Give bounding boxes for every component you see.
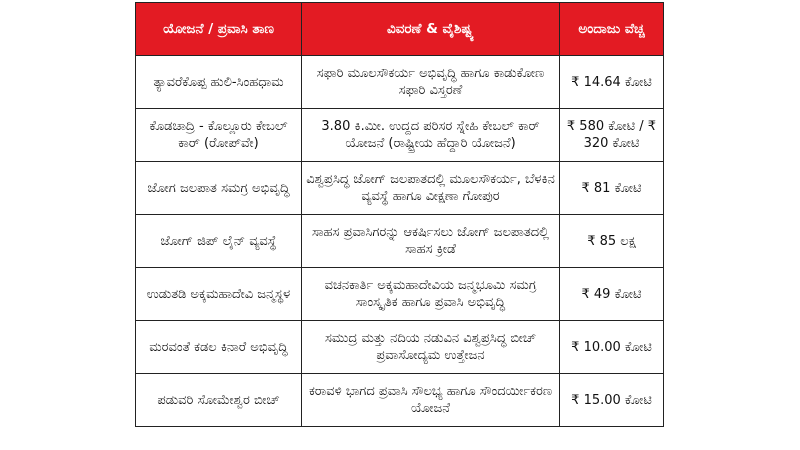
table-row [136, 321, 664, 374]
cell-cost: ₹ 580 ಕೋಟಿ / ₹ 320 ಕೋಟಿ [560, 109, 664, 162]
table-row [136, 215, 664, 268]
cell-project: ಜೋಗ್ ಜಿಪ್ ಲೈನ್ ವ್ಯವಸ್ಥೆ [136, 215, 302, 268]
cell-cost: ₹ 15.00 ಕೋಟಿ [560, 374, 664, 427]
cell-cost: ₹ 10.00 ಕೋಟಿ [560, 321, 664, 374]
cell-description: ವಚನಕಾರ್ತಿ ಅಕ್ಕಮಹಾದೇವಿಯ ಜನ್ಮಭೂಮಿ ಸಮಗ್ರ ಸಾಂಸ್ಕೃತಿಕ ಹಾಗೂ ಪ್ರವಾಸಿ ಅಭಿವೃದ್ಧಿ [302, 268, 560, 321]
table-row [136, 56, 664, 109]
cell-project: ಪಡುವರಿ ಸೋಮೇಶ್ವರ ಬೀಚ್ [136, 374, 302, 427]
table-row [136, 109, 664, 162]
cell-cost: ₹ 81 ಕೋಟಿ [560, 162, 664, 215]
cell-project: ಮರವಂತೆ ಕಡಲ ಕಿನಾರೆ ಅಭಿವೃದ್ಧಿ [136, 321, 302, 374]
cell-project: ಜೋಗ ಜಲಪಾತ ಸಮಗ್ರ ಅಭಿವೃದ್ಧಿ [136, 162, 302, 215]
cell-description: ಸಫಾರಿ ಮೂಲಸೌಕರ್ಯ ಅಭಿವೃದ್ಧಿ ಹಾಗೂ ಕಾಡುಕೋಣ ಸಫಾರಿ ವಿಸ್ತರಣೆ [302, 56, 560, 109]
tourism-projects-table [135, 2, 664, 427]
cell-description: ಸಮುದ್ರ ಮತ್ತು ನದಿಯ ನಡುವಿನ ವಿಶ್ವಪ್ರಸಿದ್ಧ ಬೀಚ್ ಪ್ರವಾಸೋದ್ಯಮ ಉತ್ತೇಜನ [302, 321, 560, 374]
table-row [136, 374, 664, 427]
cell-project: ಉಡುತಡಿ ಅಕ್ಕಮಹಾದೇವಿ ಜನ್ಮಸ್ಥಳ [136, 268, 302, 321]
cell-project: ಕೊಡಚಾದ್ರಿ - ಕೊಲ್ಲೂರು ಕೇಬಲ್ ಕಾರ್ (ರೋಪ್‌ವೇ) [136, 109, 302, 162]
cell-project: ತ್ಯಾವರೆಕೊಪ್ಪ ಹುಲಿ-ಸಿಂಹಧಾಮ [136, 56, 302, 109]
table-header-row [136, 3, 664, 56]
cell-description: ಕರಾವಳಿ ಭಾಗದ ಪ್ರವಾಸಿ ಸೌಲಭ್ಯ ಹಾಗೂ ಸೌಂದರ್ಯೀಕರಣ ಯೋಜನೆ [302, 374, 560, 427]
cell-description: 3.80 ಕಿ.ಮೀ. ಉದ್ದದ ಪರಿಸರ ಸ್ನೇಹಿ ಕೇಬಲ್ ಕಾರ್ ಯೋಜನೆ (ರಾಷ್ಟ್ರೀಯ ಹೆದ್ದಾರಿ ಯೋಜನೆ) [302, 109, 560, 162]
header-project: ಯೋಜನೆ / ಪ್ರವಾಸಿ ತಾಣ [136, 3, 302, 56]
cell-cost: ₹ 14.64 ಕೋಟಿ [560, 56, 664, 109]
header-description: ವಿವರಣೆ & ವೈಶಿಷ್ಟ್ಯ [302, 3, 560, 56]
table-row [136, 162, 664, 215]
table-row [136, 268, 664, 321]
cell-description: ಸಾಹಸ ಪ್ರವಾಸಿಗರನ್ನು ಆಕರ್ಷಿಸಲು ಜೋಗ್ ಜಲಪಾತದಲ್ಲಿ ಸಾಹಸ ಕ್ರೀಡೆ [302, 215, 560, 268]
cell-cost: ₹ 49 ಕೋಟಿ [560, 268, 664, 321]
header-estimated-cost: ಅಂದಾಜು ವೆಚ್ಚ [560, 3, 664, 56]
cell-description: ವಿಶ್ವಪ್ರಸಿದ್ಧ ಜೋಗ್ ಜಲಪಾತದಲ್ಲಿ ಮೂಲಸೌಕರ್ಯ, ಬೆಳಕಿನ ವ್ಯವಸ್ಥೆ ಹಾಗೂ ವೀಕ್ಷಣಾ ಗೋಪುರ [302, 162, 560, 215]
cell-cost: ₹ 85 ಲಕ್ಷ [560, 215, 664, 268]
